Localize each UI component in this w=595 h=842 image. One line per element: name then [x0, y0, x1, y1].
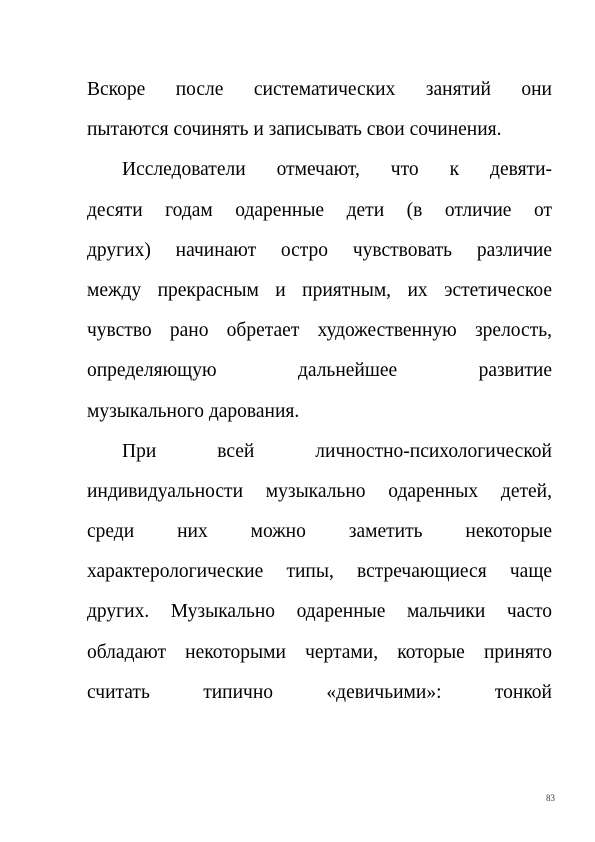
text-line: определяющую дальнейшее развитие — [87, 360, 552, 382]
body-text — [87, 70, 552, 713]
page-number: 83 — [546, 793, 555, 803]
text-line: других. Музыкально одаренные мальчики часто — [87, 601, 552, 623]
text-line: пытаются сочинять и записывать свои сочинения. — [87, 119, 502, 141]
text-line: обладают некоторыми чертами, которые принято — [87, 641, 552, 663]
text-line: среди них можно заметить некоторые — [87, 521, 552, 543]
text-line: между прекрасным и приятным, их эстетическое — [87, 279, 552, 301]
text-line: характерологические типы, встречающиеся чаще — [87, 561, 552, 583]
text-line: Вскоре после систематических занятий они — [87, 79, 552, 100]
text-line: считать типично «девичьими»: тонкой — [87, 681, 552, 703]
text-line: десяти годам одаренные дети (в отличие от — [87, 199, 552, 221]
text-line: чувство рано обретает художественную зрелость, — [87, 320, 552, 342]
text-line: индивидуальности музыкально одаренных детей, — [87, 480, 552, 502]
text-line: При всей личностно-психологической — [122, 440, 552, 462]
text-line: музыкального дарования. — [87, 400, 300, 422]
text-line: других) начинают остро чувствовать различие — [87, 239, 552, 261]
text-line: Исследователи отмечают, что к девяти- — [122, 159, 552, 181]
